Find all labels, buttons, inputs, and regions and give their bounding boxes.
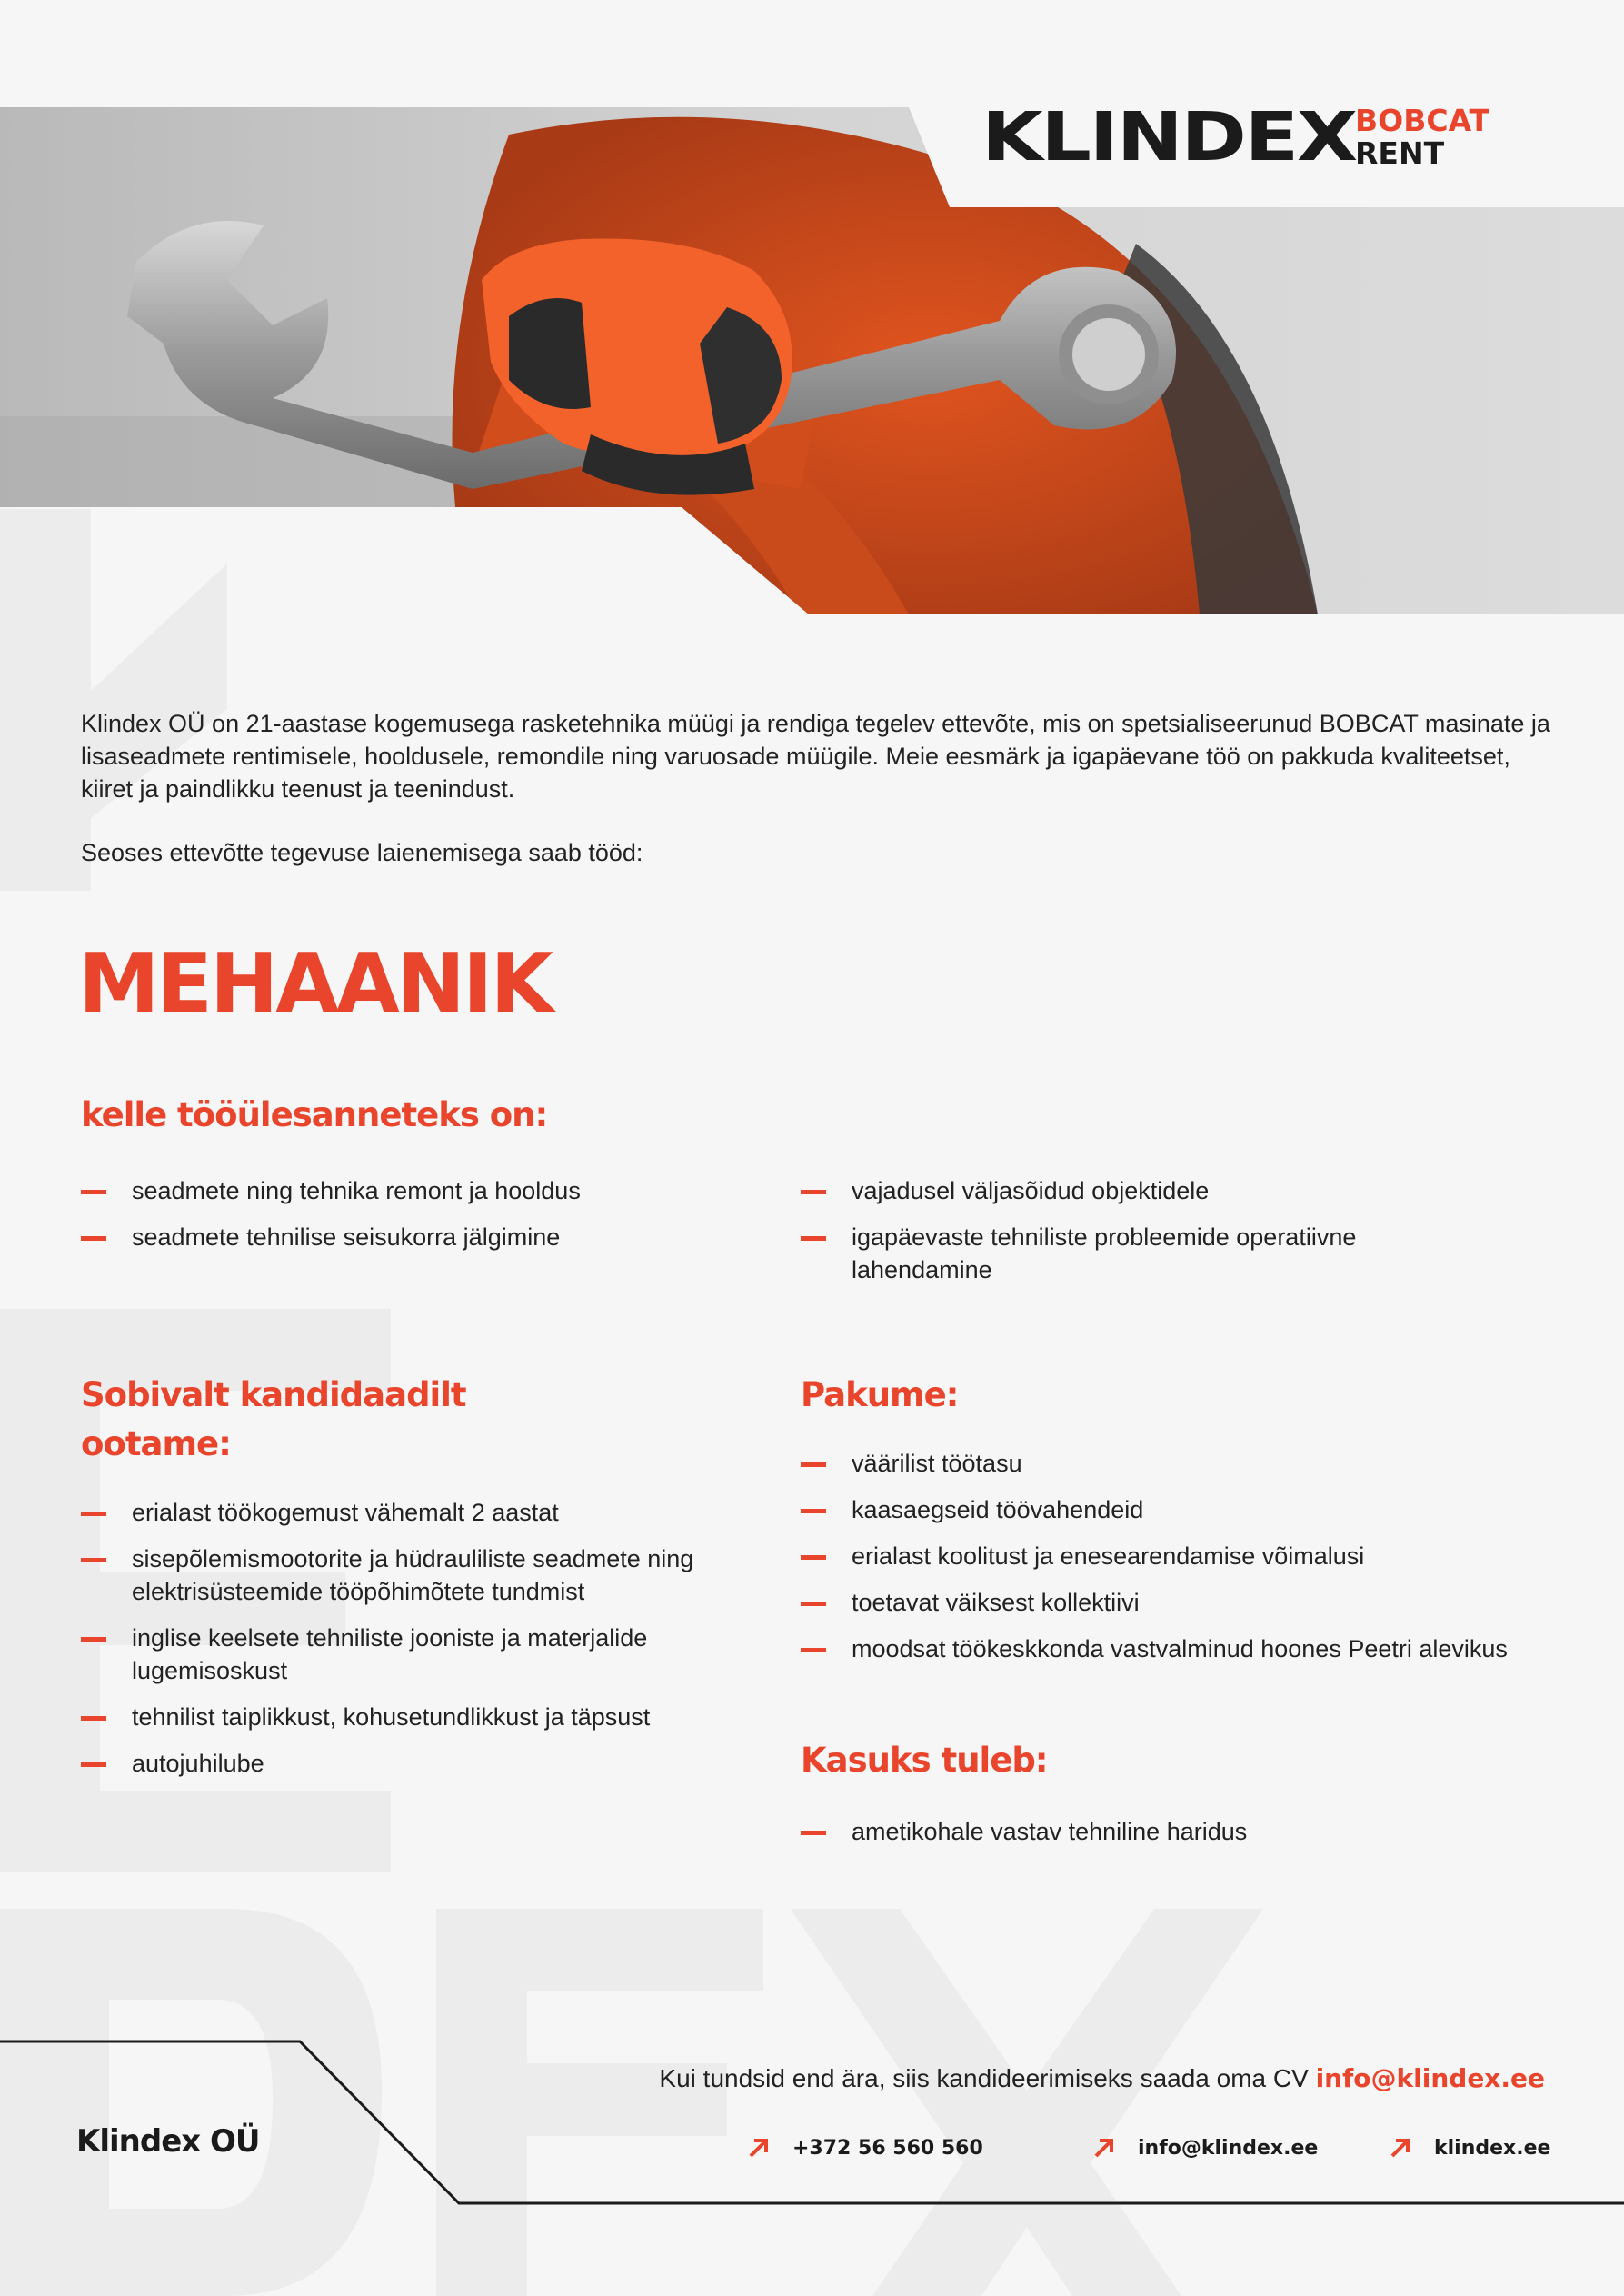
list-item-text: autojuhilube <box>132 1750 264 1777</box>
intro-paragraph: Klindex OÜ on 21-aastase kogemusega rasketehnika müügi ja rendiga tegelev ettevõte, mis on spetsialiseerunud BOBCAT masinate ja lisaseadmete rentimisele, hooldusele, remondile ning varuosade müügile. Meie eesmärk ja igapäevane töö on pakkuda kvaliteetset, kiiret ja paindlikku teenust ja teenindust. <box>81 710 1550 803</box>
dash-icon <box>801 1236 826 1241</box>
dash-icon <box>81 1762 106 1767</box>
duties-heading: kelle tööülesanneteks on: <box>81 1095 548 1134</box>
offer-heading: Pakume: <box>801 1375 959 1414</box>
contact-email[interactable] <box>1092 2136 1318 2160</box>
contact-phone-text: +372 56 560 560 <box>792 2136 983 2160</box>
list-item <box>81 1542 717 1608</box>
list-item <box>801 1540 1546 1572</box>
requirements-heading-line1: Sobivalt kandidaadilt <box>81 1375 466 1414</box>
dash-icon <box>801 1462 826 1467</box>
logo-subtitle-line2: RENT <box>1355 135 1445 171</box>
list-item <box>81 1174 772 1207</box>
footer-cta <box>659 2063 1545 2093</box>
contact-web-text: klindex.ee <box>1434 2136 1551 2160</box>
list-item-text: vajadusel väljasõidud objektidele <box>852 1177 1210 1204</box>
dash-icon <box>801 1190 826 1194</box>
list-item-text: inglise keelsete tehniliste jooniste ja materjalide lugemisoskust <box>132 1624 648 1684</box>
list-item-text: tehnilist taiplikkust, kohusetundlikkust ja täpsust <box>132 1703 651 1731</box>
hero-photo <box>0 103 1624 614</box>
job-title: MEHAANIK <box>78 936 552 1032</box>
list-item-text: sisepõlemismootorite ja hüdrauliliste seadmete ning elektrisüsteemide tööpõhimõtete tundmist <box>132 1545 694 1605</box>
list-item <box>81 1496 717 1529</box>
list-item-text: igapäevaste tehniliste probleemide operatiivne lahendamine <box>852 1223 1357 1283</box>
dash-icon <box>801 1602 826 1606</box>
arrow-up-right-icon <box>747 2136 771 2160</box>
intro-text <box>81 707 1553 805</box>
list-item-text: erialast koolitust ja enesearendamise võimalusi <box>852 1542 1365 1570</box>
company-name: Klindex OÜ <box>76 2123 260 2160</box>
duties-list-right <box>801 1174 1491 1300</box>
list-item-text: kaasaegseid töövahendeid <box>852 1496 1144 1523</box>
list-item-text: toetavat väiksest kollektiivi <box>852 1589 1140 1616</box>
list-item <box>81 1747 717 1780</box>
list-item-text: seadmete ning tehnika remont ja hooldus <box>132 1177 581 1204</box>
requirements-heading <box>81 1371 466 1469</box>
list-item <box>81 1221 772 1253</box>
requirements-list <box>81 1496 717 1793</box>
arrow-up-right-icon <box>1092 2136 1116 2160</box>
list-item <box>801 1493 1546 1526</box>
dash-icon <box>801 1831 826 1835</box>
brand-logo <box>981 98 1489 176</box>
duties-list-left <box>81 1174 772 1267</box>
dash-icon <box>81 1716 106 1721</box>
contact-web[interactable] <box>1389 2136 1550 2160</box>
logo-subtitle-line1: BOBCAT <box>1355 103 1490 138</box>
advantage-list <box>801 1815 1546 1862</box>
logo-wordmark: KLINDEX <box>981 98 1356 176</box>
dash-icon <box>801 1555 826 1560</box>
advantage-heading: Kasuks tuleb: <box>801 1741 1048 1780</box>
offer-list <box>801 1447 1546 1679</box>
list-item <box>801 1586 1546 1619</box>
list-item-text: moodsat töökeskkonda vastvalminud hoones Peetri alevikus <box>852 1635 1508 1662</box>
list-item <box>801 1632 1546 1665</box>
list-item <box>801 1815 1546 1848</box>
dash-icon <box>81 1512 106 1516</box>
requirements-heading-line2: ootame: <box>81 1424 231 1463</box>
list-item-text: erialast töökogemust vähemalt 2 aastat <box>132 1499 559 1526</box>
dash-icon <box>81 1558 106 1562</box>
footer-cta-text: Kui tundsid end ära, siis kandideerimiseks saada oma CV <box>659 2064 1309 2092</box>
dash-icon <box>801 1509 826 1513</box>
footer-cta-email[interactable]: info@klindex.ee <box>1315 2063 1545 2093</box>
list-item-text: väärilist töötasu <box>852 1450 1022 1477</box>
lead-text: Seoses ettevõtte tegevuse laienemisega saab tööd: <box>81 839 643 866</box>
dash-icon <box>801 1648 826 1652</box>
list-item <box>801 1221 1491 1286</box>
list-item <box>801 1447 1546 1480</box>
list-item-text: ametikohale vastav tehniline haridus <box>852 1818 1248 1845</box>
arrow-up-right-icon <box>1389 2136 1412 2160</box>
contact-email-text: info@klindex.ee <box>1138 2136 1319 2160</box>
list-item <box>801 1174 1491 1207</box>
logo-subtitle <box>1355 105 1489 170</box>
list-item <box>81 1622 717 1687</box>
dash-icon <box>81 1637 106 1642</box>
list-item <box>81 1701 717 1733</box>
dash-icon <box>81 1236 106 1241</box>
list-item-text: seadmete tehnilise seisukorra jälgimine <box>132 1223 561 1251</box>
contact-phone[interactable] <box>747 2136 983 2160</box>
dash-icon <box>81 1190 106 1194</box>
footer-divider <box>0 2036 1624 2209</box>
